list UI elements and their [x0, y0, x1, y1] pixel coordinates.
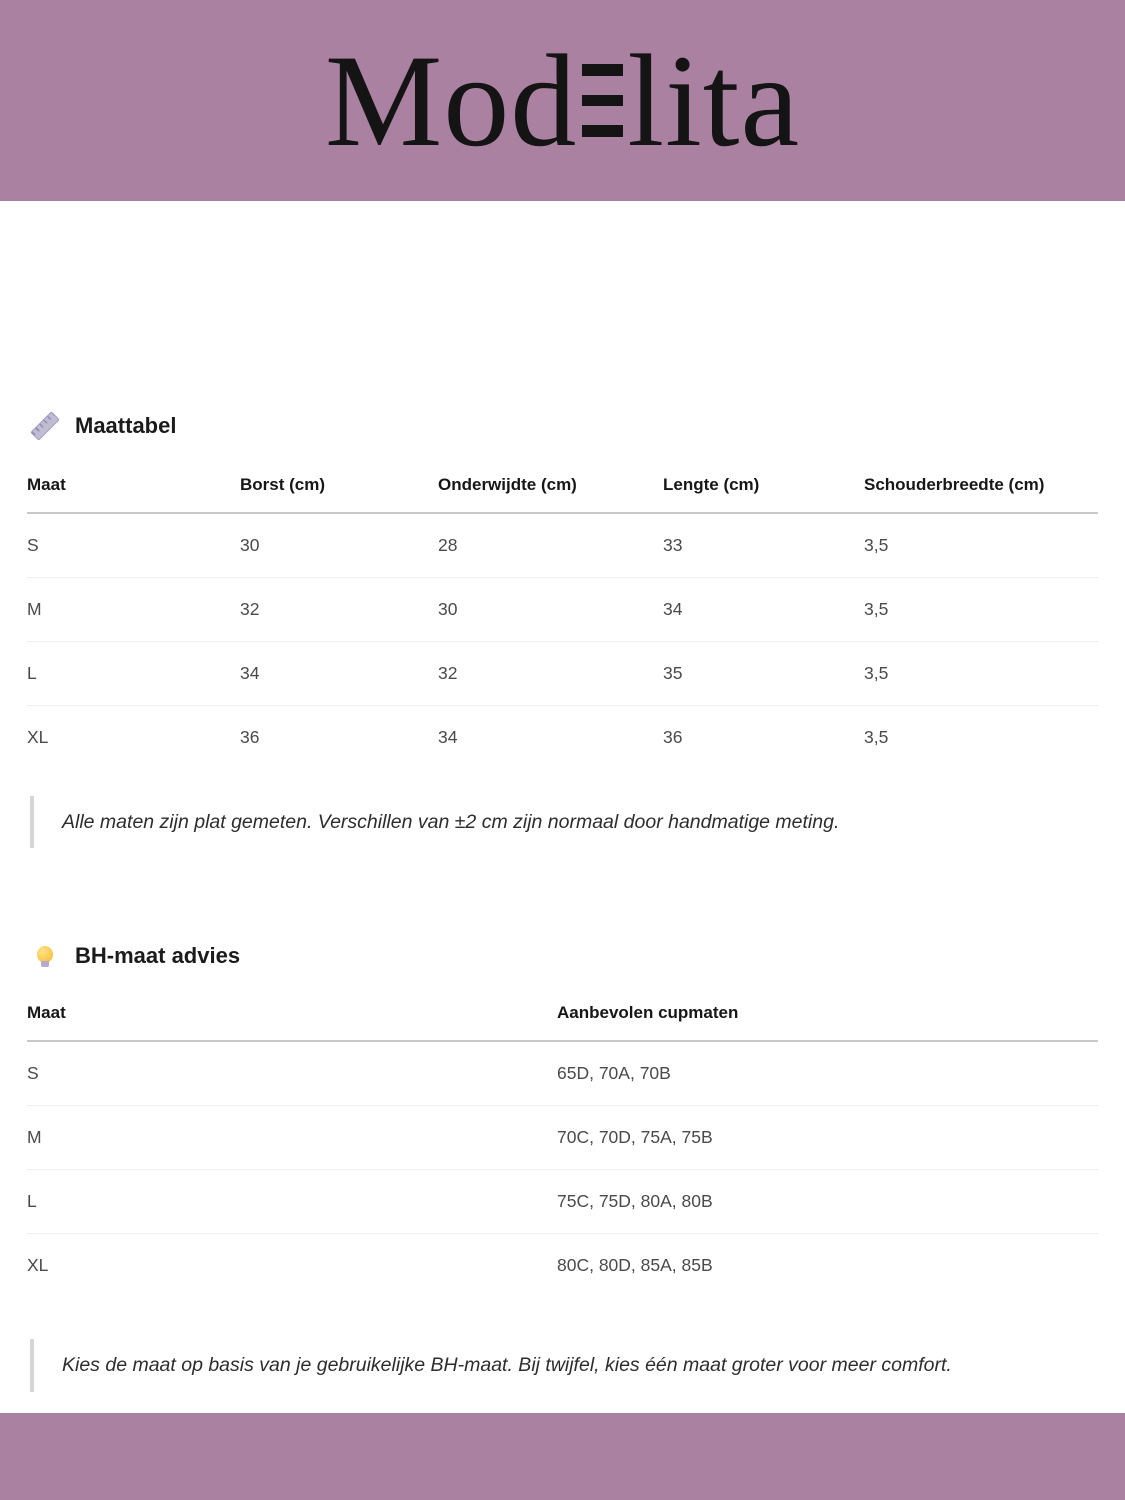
cell-cupmaten: 80C, 80D, 85A, 85B	[557, 1255, 713, 1276]
logo-text-suffix: lita	[627, 26, 801, 174]
cell-maat: L	[27, 642, 240, 706]
cell-schouderbreedte: 3,5	[864, 642, 1098, 706]
brand-logo	[324, 26, 801, 174]
bra-table-row-l	[27, 1170, 1098, 1234]
bra-advice-note: Kies de maat op basis van je gebruikelijke BH-maat. Bij twijfel, kies één maat groter voor meer comfort.	[30, 1339, 1098, 1391]
cell-maat: M	[27, 578, 240, 642]
cell-maat: S	[27, 1041, 557, 1106]
size-table-col-schouderbreedte: Schouderbreedte (cm)	[864, 460, 1098, 513]
cell-maat: M	[27, 1106, 557, 1170]
cell-onderwijdte: 28	[438, 513, 663, 578]
cell-maat: L	[27, 1170, 557, 1234]
cell-lengte: 33	[663, 513, 864, 578]
cell-borst: 34	[240, 642, 438, 706]
size-table-col-onderwijdte: Onderwijdte (cm)	[438, 460, 663, 513]
logo-e-bars-icon	[582, 64, 623, 137]
bra-table-row-m	[27, 1106, 1098, 1170]
cell-maat: S	[27, 513, 240, 578]
size-table-col-lengte: Lengte (cm)	[663, 460, 864, 513]
brand-footer-band	[0, 1413, 1125, 1500]
cell-schouderbreedte: 3,5	[864, 578, 1098, 642]
cell-borst: 32	[240, 578, 438, 642]
logo-text-prefix: Mod	[324, 26, 578, 174]
size-table-row-m	[27, 578, 1098, 642]
size-table-header-row	[27, 460, 1098, 513]
cell-cupmaten: 75C, 75D, 80A, 80B	[557, 1170, 1098, 1234]
cell-maat: XL	[27, 727, 49, 747]
cell-lengte: 34	[663, 578, 864, 642]
bra-table-col-maat: Maat	[27, 988, 557, 1041]
size-table-col-maat: Maat	[27, 460, 240, 513]
bra-advice-heading	[30, 941, 1098, 971]
cell-onderwijdte: 34	[438, 727, 458, 747]
cell-borst: 30	[240, 513, 438, 578]
cell-lengte: 36	[663, 727, 683, 747]
ruler-icon	[30, 411, 60, 441]
cell-cupmaten: 65D, 70A, 70B	[557, 1041, 1098, 1106]
bra-table-row-s	[27, 1041, 1098, 1106]
size-table-title: Maattabel	[75, 413, 177, 438]
bra-advice-table	[27, 988, 1098, 1297]
size-table	[27, 460, 1098, 769]
cell-onderwijdte: 30	[438, 578, 663, 642]
cell-borst: 36	[240, 727, 260, 747]
size-table-row-s	[27, 513, 1098, 578]
lightbulb-icon	[30, 941, 60, 971]
bra-advice-title: BH-maat advies	[75, 943, 241, 969]
size-table-row-xl	[27, 706, 1098, 770]
content-area	[0, 201, 1125, 1413]
size-table-row-l	[27, 642, 1098, 706]
brand-header-band	[0, 0, 1125, 201]
bra-table-col-cupmaten: Aanbevolen cupmaten	[557, 988, 1098, 1041]
size-table-col-borst: Borst (cm)	[240, 460, 438, 513]
measurement-note: Alle maten zijn plat gemeten. Verschillen van ±2 cm zijn normaal door handmatige meting.	[30, 796, 1098, 848]
cell-onderwijdte: 32	[438, 642, 663, 706]
cell-schouderbreedte: 3,5	[864, 727, 889, 747]
bra-table-header-row	[27, 988, 1098, 1041]
cell-lengte: 35	[663, 642, 864, 706]
cell-cupmaten: 70C, 70D, 75A, 75B	[557, 1106, 1098, 1170]
cell-schouderbreedte: 3,5	[864, 513, 1098, 578]
size-table-heading	[30, 411, 1098, 441]
bra-table-row-xl	[27, 1234, 1098, 1298]
cell-maat: XL	[27, 1255, 49, 1276]
